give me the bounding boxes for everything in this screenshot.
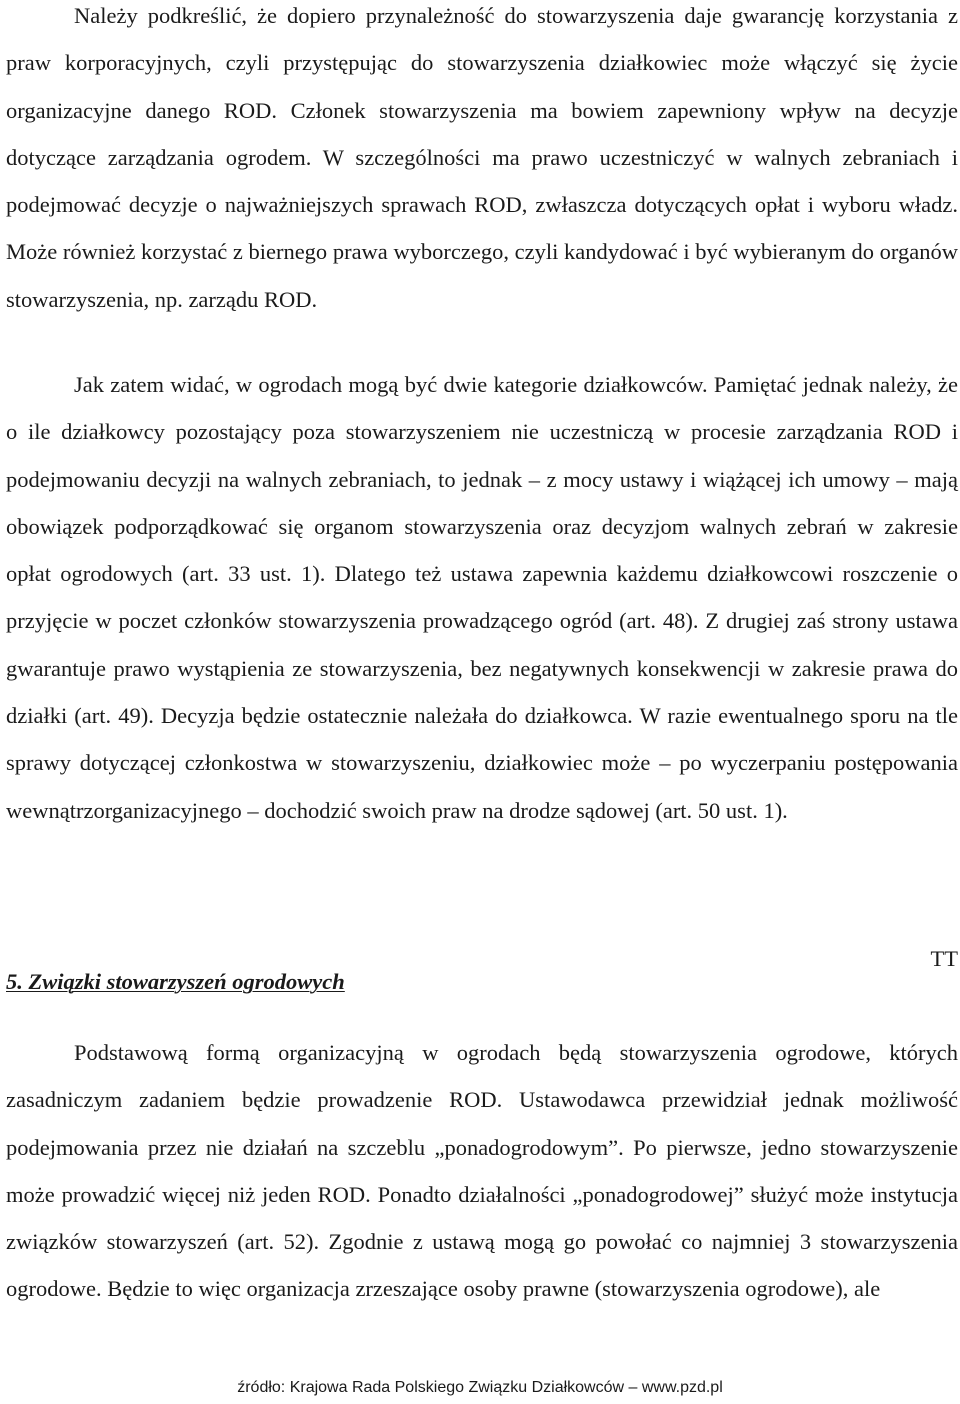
paragraph-two-categories xyxy=(6,361,958,834)
paragraph-text: Podstawową formą organizacyjną w ogrodach będą stowarzyszenia ogrodowe, których zasadniczym zadaniem będzie prowadzenie ROD. Ustawodawca przewidział jednak możliwość podejmowania przez nie działań na szczeblu „ponadogrodowym”. Po pierwsze, jedno stowarzyszenie może prowadzić więcej niż jeden ROD. Ponadto działalności „ponadogrodowej” służyć może instytucja związków stowarzyszeń (art. 52). Zgodnie z ustawą mogą go powołać co najmniej 3 stowarzyszenia ogrodowe. Będzie to więc organizacja zrzeszające osoby prawne (stowarzyszenia ogrodowe), ale xyxy=(6,1040,958,1302)
paragraph-membership-rights xyxy=(6,0,958,323)
page-marker: TT xyxy=(930,946,958,971)
paragraph-text: Należy podkreślić, że dopiero przynależność do stowarzyszenia daje gwarancję korzystania z praw korporacyjnych, czyli przystępując do stowarzyszenia działkowiec może włączyć się życie organizacyjne danego ROD. Członek stowarzyszenia ma bowiem zapewniony wpływ na decyzje dotyczące zarządzania ogrodem. W szczególności ma prawo uczestniczyć w walnych zebraniach i podejmować decyzje o najważniejszych sprawach ROD, zwłaszcza dotyczących opłat i wyboru władz. Może również korzystać z biernego prawa wyborczego, czyli kandydować i być wybieranym do organów stowarzyszenia, np. zarządu ROD. xyxy=(6,3,958,312)
paragraph-associations xyxy=(6,1029,958,1313)
paragraph-text: Jak zatem widać, w ogrodach mogą być dwie kategorie działkowców. Pamiętać jednak należy, że o ile działkowcy pozostający poza stowarzyszeniem nie uczestniczą w procesie zarządzania ROD i podejmowaniu decyzji na walnych zebraniach, to jednak – z mocy ustawy i wiążącej ich umowy – mają obowiązek podporządkować się organom stowarzyszenia oraz decyzjom walnych zebrań w zakresie opłat ogrodowych (art. 33 ust. 1). Dlatego też ustawa zapewnia każdemu działkowcowi roszczenie o przyjęcie w poczet członków stowarzyszenia prowadzącego ogród (art. 48). Z drugiej zaś strony ustawa gwarantuje prawo wystąpienia ze stowarzyszenia, bez negatywnych konsekwencji w zakresie prawa do działki (art. 49). Decyzja będzie ostatecznie należała do działkowca. W razie ewentualnego sporu na tle sprawy dotyczącej członkostwa w stowarzyszeniu, działkowiec może – po wyczerpaniu postępowania wewnątrzorganizacyjnego – dochodzić swoich praw na drodze sądowej (art. 50 ust. 1). xyxy=(6,372,958,823)
section-heading: 5. Związki stowarzyszeń ogrodowych xyxy=(6,969,345,994)
source-footer: źródło: Krajowa Rada Polskiego Związku Działkowców – www.pzd.pl xyxy=(237,1379,723,1396)
